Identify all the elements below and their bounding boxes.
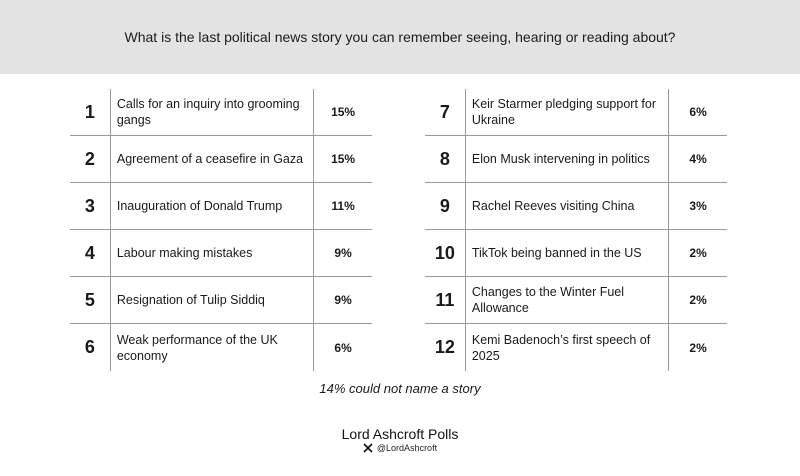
social-handle [0,443,800,453]
question-banner [0,0,800,74]
table-row [70,277,372,324]
percent-value: 9% [313,277,372,324]
table-row [425,324,727,371]
footnote: 14% could not name a story [319,381,481,396]
table-row [70,230,372,277]
percent-value: 15% [313,89,372,136]
rank-number: 11 [425,277,465,324]
table-row [425,277,727,324]
table-row [70,183,372,230]
percent-value: 6% [668,89,727,136]
story-label: Elon Musk intervening in politics [465,136,668,183]
x-logo-icon [363,443,373,453]
story-label: Resignation of Tulip Siddiq [110,277,313,324]
question-text: What is the last political news story you can remember seeing, hearing or reading about? [124,29,676,45]
story-label: Inauguration of Donald Trump [110,183,313,230]
story-label: Keir Starmer pledging support for Ukraine [465,89,668,136]
rank-number: 7 [425,89,465,136]
rank-number: 2 [70,136,110,183]
rank-number: 9 [425,183,465,230]
story-label: Labour making mistakes [110,230,313,277]
percent-value: 6% [313,324,372,371]
story-label: Kemi Badenoch’s first speech of 2025 [465,324,668,371]
results-table-right [425,89,727,371]
percent-value: 11% [313,183,372,230]
rank-number: 12 [434,337,455,357]
percent-value: 2% [668,324,727,371]
handle-text: @LordAshcroft [376,443,438,453]
table-row [425,136,727,183]
rank-number: 4 [70,230,110,277]
results-table-left [70,89,372,371]
percent-value: 3% [668,183,727,230]
percent-value: 2% [668,230,727,277]
story-label: Rachel Reeves visiting China [465,183,668,230]
story-label: Calls for an inquiry into grooming gangs [110,89,313,136]
table-row [70,324,372,371]
rank-number: 1 [70,89,110,136]
rank-number: 6 [84,337,95,357]
rank-number: 8 [425,136,465,183]
table-row [70,89,372,136]
story-label: TikTok being banned in the US [465,230,668,277]
story-label: Agreement of a ceasefire in Gaza [110,136,313,183]
table-row [425,230,727,277]
percent-value: 15% [313,136,372,183]
rank-number: 5 [70,277,110,324]
percent-value: 2% [668,277,727,324]
rank-number: 10 [425,230,465,277]
brand-name: Lord Ashcroft Polls [341,426,459,442]
percent-value: 4% [668,136,727,183]
story-label: Weak performance of the UK economy [110,324,313,371]
table-row [70,136,372,183]
table-row [425,183,727,230]
table-row [425,89,727,136]
rank-number: 3 [70,183,110,230]
percent-value: 9% [313,230,372,277]
story-label: Changes to the Winter Fuel Allowance [465,277,668,324]
